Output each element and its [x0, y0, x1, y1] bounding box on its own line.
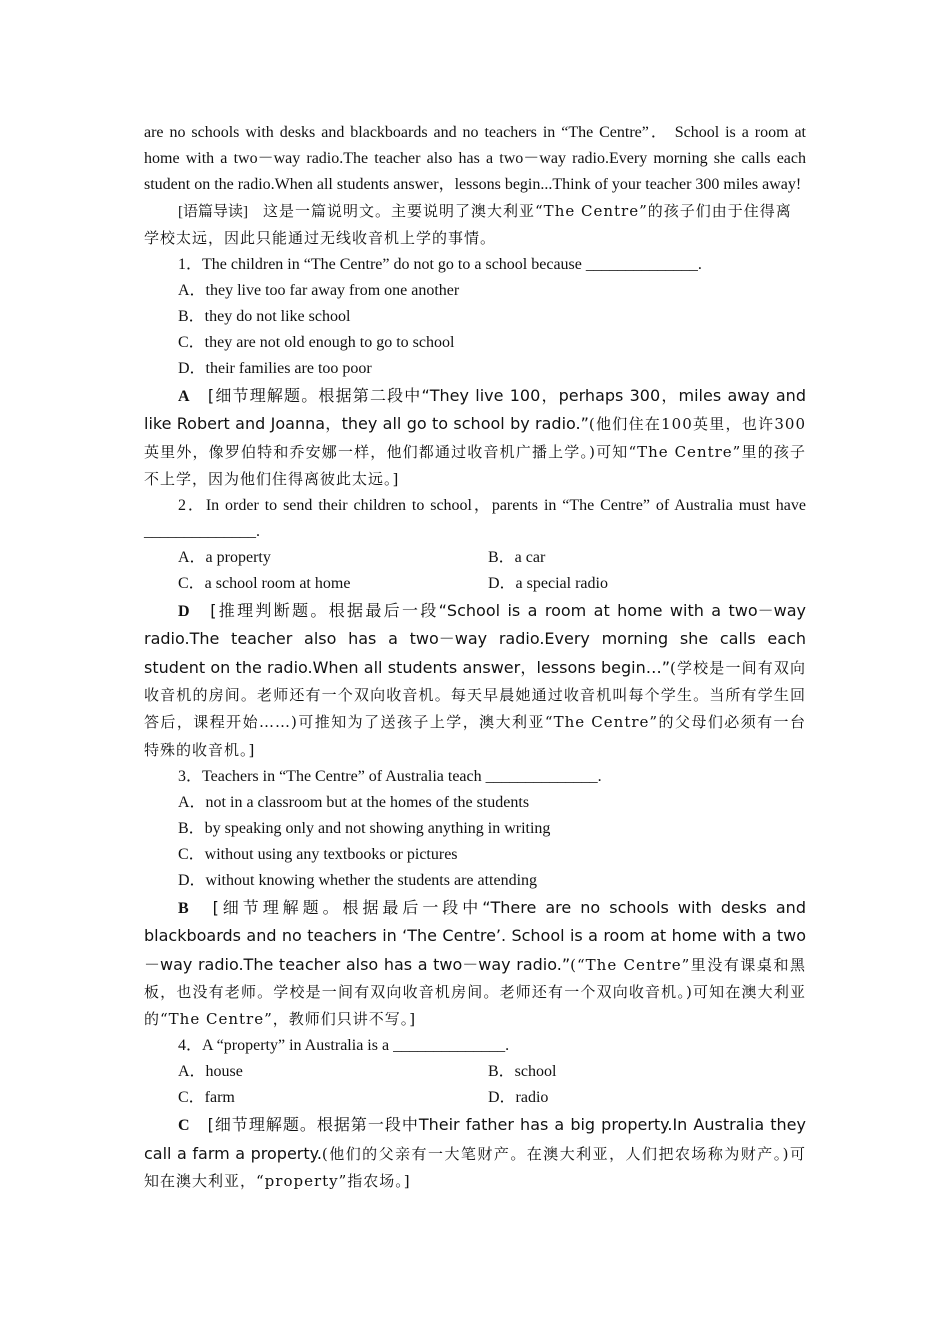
option-a: A．not in a classroom but at the homes of the students — [178, 793, 530, 811]
answer-analysis: (他们住在100英里，也许300英里外，像罗伯特和乔安娜一样，他们都通过收音机广播上学。)可知“The Centre”里的孩子不上学，因为他们住得离彼此太远。] — [144, 415, 806, 488]
option-a: A．they live too far away from one another — [178, 282, 460, 299]
reading-guide-text: 这是一篇说明文。主要说明了澳大利亚“The Centre”的孩子们由于住得离学校太远，因此只能通过无线收音机上学的事情。 — [144, 202, 792, 247]
answer-quote: [细节理解题。根据最后一段中“There are no schools with desks and blackboards and no teachers in ‘The Centre’. School is a room at home with a two－way radio.The teacher also has a two－way radio.” — [144, 897, 806, 974]
answer-explanation — [144, 894, 806, 1033]
option-c: C．farm — [178, 1089, 235, 1107]
option-a: A．a property — [178, 549, 271, 567]
answer-explanation — [144, 1111, 806, 1195]
answer-quote: [细节理解题。根据第二段中“They live 100，perhaps 300，miles away and like Robert and Joanna，they all go to school by radio.” — [144, 386, 806, 434]
option-a: A．house — [178, 1063, 243, 1081]
option-b: B．school — [488, 1063, 557, 1081]
answer-letter: D — [178, 603, 190, 621]
option-row — [144, 545, 806, 571]
reading-guide-label: [语篇导读] — [178, 204, 248, 220]
option-d: D．their families are too poor — [178, 360, 372, 377]
page-content — [144, 120, 806, 1195]
question-stem: 4．A “property” in Australia is a ______________. — [178, 1037, 510, 1055]
answer-letter: B — [178, 899, 189, 917]
answer-analysis: (学校是一间有双向收音机的房间。老师还有一个双向收音机。每天早晨她通过收音机叫每个学生。当所有学生回答后，课程开始……)可推知为了送孩子上学，澳大利亚“The Centre”的父母们必须有一台特殊的收音机。] — [144, 658, 807, 759]
question-stem: 3．Teachers in “The Centre” of Australia teach ______________. — [178, 767, 602, 785]
answer-analysis: (他们的父亲有一大笔财产。在澳大利亚，人们把农场称为财产。)可知在澳大利亚，“property”指农场。] — [144, 1144, 806, 1191]
option-row — [144, 1085, 806, 1111]
option-d: D．a special radio — [488, 575, 608, 593]
option-d: D．without knowing whether the students are attending — [178, 871, 538, 889]
option-c: C．without using any textbooks or pictures — [178, 845, 458, 863]
question-3 — [144, 764, 806, 1033]
answer-letter: A — [178, 388, 190, 405]
answer-quote: [细节理解题。根据第一段中Their father has a big property.In Australia they call a farm a property. — [144, 1115, 806, 1163]
reading-guide — [144, 198, 806, 252]
option-c: C．they are not old enough to go to school — [178, 334, 455, 351]
question-4 — [144, 1033, 806, 1195]
passage-intro: are no schools with desks and blackboards and no teachers in “The Centre”． School is a room at home with a two－way radio.The teacher also has a two－way radio.Every morning she calls each student on the radio.When all students answer，lessons begin...Think of your teacher 300 miles away! — [144, 124, 806, 193]
answer-letter: C — [178, 1117, 190, 1135]
question-stem: 1．The children in “The Centre” do not go to a school because ______________. — [178, 256, 702, 273]
answer-quote: [推理判断题。根据最后一段“School is a room at home with a two－way radio.The teacher also has a two－way radio.Every morning she calls each student on the radio.When all students answer，lessons begin…” — [144, 601, 806, 677]
option-b: B．they do not like school — [178, 308, 351, 325]
question-1 — [144, 252, 806, 493]
question-stem: 2．In order to send their children to school，parents in “The Centre” of Australia must have ______________. — [144, 497, 806, 541]
question-2 — [144, 493, 806, 764]
answer-explanation — [144, 382, 806, 493]
option-b: B．by speaking only and not showing anything in writing — [178, 819, 551, 837]
option-row — [144, 571, 806, 597]
option-d: D．radio — [488, 1089, 549, 1107]
option-row — [144, 1059, 806, 1085]
option-b: B．a car — [488, 549, 546, 567]
answer-analysis: (“The Centre”里没有课桌和黑板，也没有老师。学校是一间有双向收音机房间。老师还有一个双向收音机。)可知在澳大利亚的“The Centre”，教师们只讲不写。] — [144, 955, 806, 1029]
option-c: C．a school room at home — [178, 575, 351, 593]
answer-explanation — [144, 597, 806, 764]
